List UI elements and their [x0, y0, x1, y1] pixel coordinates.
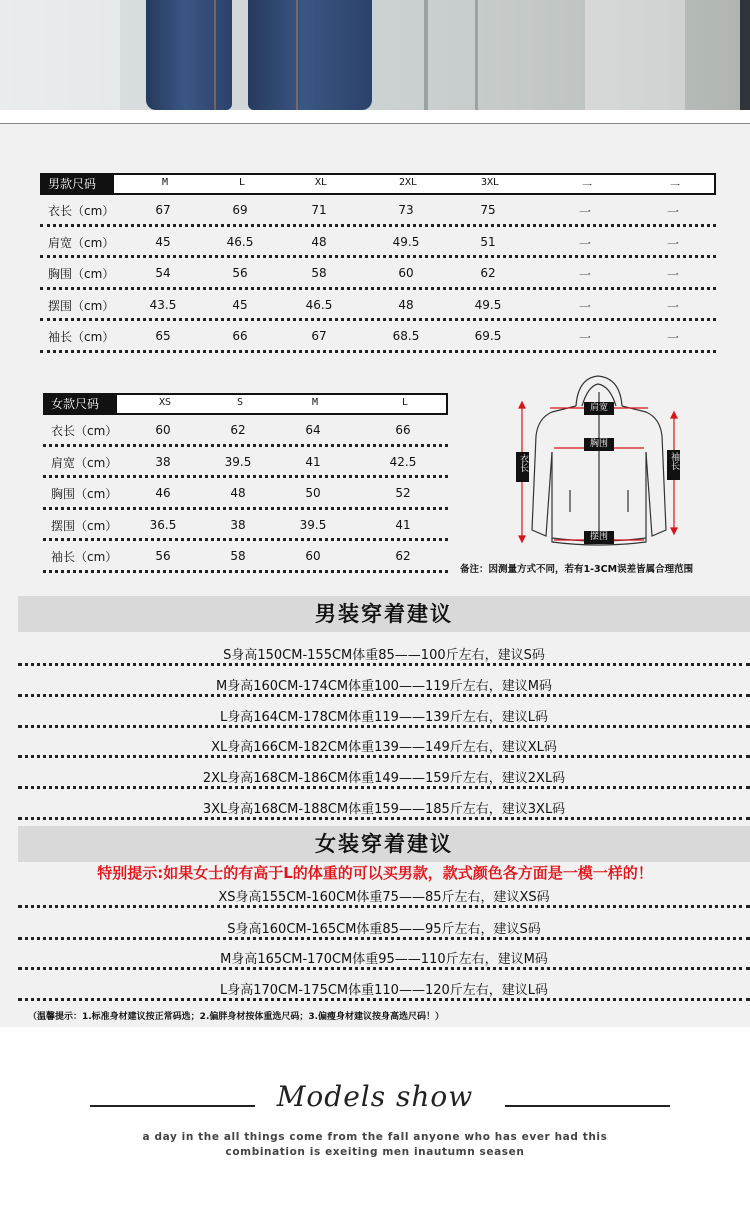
- product-photo: [0, 0, 750, 110]
- measure-value: 38: [230, 517, 246, 532]
- measure-value: 65: [155, 329, 171, 343]
- size-header: M: [311, 397, 319, 408]
- measure-value: 62: [230, 423, 246, 437]
- men-table-header: [40, 173, 716, 195]
- size-header: 一: [670, 181, 680, 192]
- measure-value: 67: [311, 329, 327, 343]
- measure-value: 一: [578, 331, 592, 345]
- measure-value: 一: [578, 299, 592, 314]
- models-subtitle-1: a day in the all things come from the fall anyone who has ever had this: [142, 1131, 608, 1143]
- measure-value: 62: [395, 549, 411, 563]
- advice-line: S身高150CM-155CM体重85——100斤左右，建议S码: [18, 644, 750, 666]
- measure-value: 一: [666, 236, 680, 251]
- measure-label: 肩宽（cm）: [51, 455, 118, 470]
- measure-value: 71: [311, 203, 327, 217]
- measure-value: 39.5: [299, 517, 327, 532]
- measure-value: 64: [305, 423, 321, 437]
- size-row: [43, 541, 448, 573]
- jacket-measurement-diagram: [508, 372, 708, 558]
- measure-value: 50: [305, 486, 321, 500]
- measure-value: 42.5: [389, 454, 417, 469]
- measure-value: 66: [395, 423, 411, 437]
- label-shoulder: 肩宽: [589, 403, 608, 413]
- measure-value: 60: [398, 266, 414, 280]
- measure-value: 75: [480, 203, 496, 217]
- size-header: M: [161, 177, 169, 188]
- measure-value: 36.5: [149, 517, 177, 532]
- measure-value: 58: [230, 549, 246, 563]
- men-advice-band: [18, 596, 750, 632]
- measure-label: 摆围（cm）: [48, 298, 115, 313]
- measure-value: 56: [155, 549, 171, 563]
- women-table-header: [43, 393, 448, 415]
- measure-label: 衣长（cm）: [51, 424, 118, 438]
- measure-value: 68.5: [392, 329, 420, 343]
- measure-value: 一: [666, 299, 680, 314]
- measure-value: 66: [232, 329, 248, 343]
- size-header: L: [401, 397, 409, 408]
- measure-label: 胸围（cm）: [48, 267, 115, 281]
- measure-value: 60: [155, 423, 171, 437]
- size-header: XS: [158, 397, 172, 408]
- measure-label: 肩宽（cm）: [48, 235, 115, 250]
- men-table-title: 男款尺码: [42, 175, 114, 193]
- special-notice: 特别提示:如果女士的有高于L的体重的可以买男款，款式颜色各方面是一模一样的！: [97, 864, 653, 882]
- women-size-table: [43, 393, 448, 573]
- advice-line: L身高170CM-175CM体重110——120斤左右，建议L码: [18, 979, 750, 1001]
- measure-value: 69: [232, 203, 248, 217]
- measure-value: 一: [666, 205, 680, 219]
- size-row: [40, 321, 716, 353]
- label-length: 衣长: [518, 454, 528, 472]
- size-header: 2XL: [398, 177, 418, 188]
- size-row: [43, 478, 448, 510]
- measure-value: 51: [480, 234, 496, 249]
- measure-value: 48: [398, 297, 414, 312]
- measure-value: 54: [155, 266, 171, 280]
- measure-value: 一: [578, 205, 592, 219]
- advice-line: L身高164CM-178CM体重119——139斤左右，建议L码: [18, 706, 750, 728]
- label-hem: 摆围: [589, 532, 608, 542]
- measure-value: 一: [666, 331, 680, 345]
- measure-value: 48: [311, 234, 327, 249]
- measure-value: 45: [155, 234, 171, 249]
- measure-value: 67: [155, 203, 171, 217]
- measure-value: 41: [305, 454, 321, 469]
- models-subtitle-2: combination is exeiting men inautumn seasen: [225, 1146, 525, 1158]
- size-row: [43, 510, 448, 542]
- warm-tip: （温馨提示：1.标准身材建议按正常码选；2.偏胖身材按体重选尺码；3.偏瘦身材建议按身高选尺码！）: [28, 1012, 445, 1022]
- men-size-table: [40, 173, 716, 353]
- jeans-leg-left: [146, 0, 232, 110]
- measure-value: 一: [666, 268, 680, 282]
- measure-value: 49.5: [474, 297, 502, 312]
- measure-value: 46.5: [305, 297, 333, 312]
- measure-label: 衣长（cm）: [48, 204, 115, 218]
- size-row: [40, 195, 716, 227]
- label-chest: 胸围: [589, 439, 608, 449]
- measure-value: 一: [578, 236, 592, 251]
- measurement-note: 备注：因测量方式不同，若有1-3CM误差皆属合理范围: [460, 564, 694, 575]
- advice-line: M身高160CM-174CM体重100——119斤左右，建议M码: [18, 675, 750, 697]
- women-table-title: 女款尺码: [45, 395, 117, 413]
- size-header: 3XL: [480, 177, 500, 188]
- size-header: 一: [582, 181, 592, 192]
- measure-value: 49.5: [392, 234, 420, 249]
- women-advice-band: [18, 826, 750, 862]
- advice-line: 3XL身高168CM-188CM体重159——185斤左右，建议3XL码: [18, 798, 750, 820]
- measure-label: 摆围（cm）: [51, 518, 118, 533]
- size-header: L: [238, 177, 246, 188]
- advice-line: XS身高155CM-160CM体重75——85斤左右，建议XS码: [18, 886, 750, 908]
- advice-line: M身高165CM-170CM体重95——110斤左右，建议M码: [18, 948, 750, 970]
- measure-value: 62: [480, 266, 496, 280]
- measure-label: 胸围（cm）: [51, 487, 118, 501]
- measure-value: 38: [155, 454, 171, 469]
- measure-value: 56: [232, 266, 248, 280]
- size-header: S: [236, 397, 244, 408]
- measure-value: 73: [398, 203, 414, 217]
- jeans-leg-right: [248, 0, 372, 110]
- size-row: [43, 415, 448, 447]
- advice-line: XL身高166CM-182CM体重139——149斤左右，建议XL码: [18, 736, 750, 758]
- advice-line: 2XL身高168CM-186CM体重149——159斤左右，建议2XL码: [18, 767, 750, 789]
- women-advice-title: 女装穿着建议: [315, 832, 453, 856]
- measure-label: 袖长（cm）: [48, 330, 115, 344]
- measure-value: 58: [311, 266, 327, 280]
- label-sleeve: 袖长: [669, 452, 679, 470]
- measure-value: 60: [305, 549, 321, 563]
- measure-value: 41: [395, 517, 411, 532]
- measure-value: 43.5: [149, 297, 177, 312]
- measure-value: 一: [578, 268, 592, 282]
- measure-value: 46.5: [226, 234, 254, 249]
- measure-label: 袖长（cm）: [51, 550, 118, 564]
- size-row: [43, 447, 448, 479]
- size-row: [40, 290, 716, 322]
- measure-value: 39.5: [224, 454, 252, 469]
- advice-line: S身高160CM-165CM体重85——95斤左右，建议S码: [18, 918, 750, 940]
- size-header: XL: [314, 177, 328, 188]
- men-advice-title: 男装穿着建议: [315, 602, 453, 626]
- measure-value: 46: [155, 486, 171, 500]
- size-row: [40, 258, 716, 290]
- measure-value: 52: [395, 486, 411, 500]
- size-row: [40, 227, 716, 259]
- measure-value: 48: [230, 486, 246, 500]
- measure-value: 69.5: [474, 329, 502, 343]
- models-show-title: Models show: [276, 1080, 474, 1113]
- measure-value: 45: [232, 297, 248, 312]
